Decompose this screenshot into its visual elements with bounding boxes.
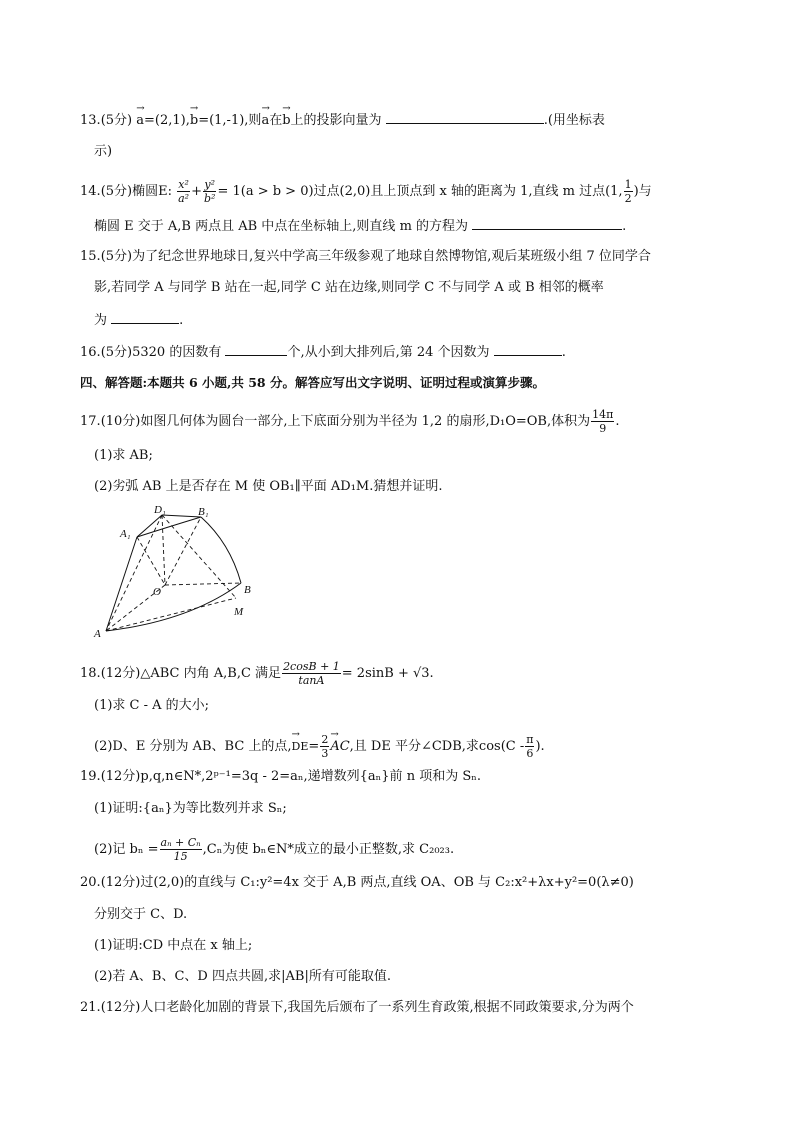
q19-text: p,q,n∈N*,2ᵖ⁻¹=3q - 2=aₙ,递增数列{aₙ}前 n 项和为 Sₙ. — [140, 769, 481, 784]
q15-text: . — [179, 313, 184, 328]
dashed-d1-o — [162, 515, 165, 585]
fraction — [591, 408, 614, 435]
q13-score: (5分) — [100, 113, 133, 128]
fraction-numerator: 2 — [321, 733, 329, 746]
q13-text: =(2,1), — [144, 113, 190, 128]
q14-score: (5分) — [100, 184, 133, 199]
fraction-numerator: 1 — [624, 178, 632, 191]
bottom-arc — [106, 583, 241, 631]
q21-number: 21. — [80, 1000, 101, 1015]
q18-text: = 2sinB + √3. — [341, 666, 434, 681]
frustum-figure — [90, 503, 260, 641]
q17-text: 如图几何体为圆台一部分,上下底面分别为半径为 1,2 的扇形,D₁O=OB,体积为 — [140, 414, 591, 429]
label-d1: D₁ — [154, 504, 166, 516]
question-15-cont: 影,若同学 A 与同学 B 站在一起,同学 C 站在边缘,则同学 C 不与同学 A 或 B 相邻的概率 — [94, 280, 604, 295]
question-19-part2 — [94, 836, 454, 863]
label-a1: A₁ — [120, 528, 131, 540]
top-edge-d1-b1 — [162, 515, 201, 517]
q16-score: (5分) — [100, 345, 133, 360]
fraction — [525, 733, 534, 760]
dashed-o-b1 — [165, 517, 201, 585]
fraction-numerator: 14π — [592, 408, 614, 421]
q21-score: (12分) — [100, 1000, 141, 1015]
q14-text: 椭圆E: — [132, 184, 172, 199]
question-14 — [80, 178, 652, 205]
q18-text: = — [308, 739, 320, 754]
lateral-edge-b1-b — [201, 517, 241, 583]
q16-number: 16. — [80, 345, 101, 360]
question-20-cont: 分别交于 C、D. — [94, 907, 188, 922]
question-19 — [80, 768, 481, 786]
top-edge-d1-a1 — [137, 515, 162, 537]
q15-text: 为了纪念世界地球日,复兴中学高三年级参观了地球自然博物馆,观后某班级小组 7 位同学合 — [132, 249, 651, 264]
question-13 — [80, 110, 605, 130]
question-13-cont: 示) — [94, 144, 113, 159]
fraction-denominator: tanA — [298, 674, 325, 687]
question-15-cont2 — [94, 310, 183, 330]
question-18-part2 — [94, 733, 545, 760]
q18-text: △ABC 内角 A,B,C 满足 — [140, 666, 282, 681]
q18-text: ,且 DE 平分∠CDB,求cos(C - — [349, 739, 525, 754]
fraction — [624, 178, 633, 205]
q18-number: 18. — [80, 666, 101, 681]
label-b1: B₁ — [198, 506, 209, 518]
top-arc — [137, 517, 201, 537]
fraction-numerator: π — [526, 733, 534, 746]
q17-score: (10分) — [100, 414, 141, 429]
question-19-part1: (1)证明:{aₙ}为等比数列并求 Sₙ; — [94, 801, 287, 816]
question-21 — [80, 999, 634, 1017]
vector-a: → a — [261, 112, 269, 130]
q18-text: ). — [535, 739, 545, 754]
q17-number: 17. — [80, 414, 101, 429]
q15-number: 15. — [80, 249, 101, 264]
fraction — [282, 660, 341, 687]
fraction-denominator: 15 — [173, 850, 188, 863]
dashed-d1-a — [106, 515, 162, 631]
q20-number: 20. — [80, 875, 101, 890]
q20-score: (12分) — [100, 875, 141, 890]
dashed-a1-o — [137, 537, 165, 585]
fraction-denominator: 9 — [599, 422, 607, 435]
q19-text: ,Cₙ为使 bₙ∈N*成立的最小正整数,求 C₂₀₂₃. — [202, 842, 455, 857]
question-17-part2: (2)劣弧 AB 上是否存在 M 使 OB₁∥平面 AD₁M.猜想并证明. — [94, 479, 443, 494]
answer-blank[interactable] — [111, 310, 179, 324]
label-a: A — [94, 628, 101, 640]
label-o: O — [153, 586, 161, 598]
q14-text: 椭圆 E 交于 A,B 两点且 AB 中点在坐标轴上,则直线 m 的方程为 — [94, 219, 469, 234]
q15-text: 为 — [94, 313, 108, 328]
fraction — [320, 733, 329, 760]
fraction — [160, 836, 202, 863]
q14-text: . — [622, 219, 627, 234]
question-18-part1: (1)求 C - A 的大小; — [94, 698, 210, 713]
q14-text: (1, — [605, 184, 623, 199]
q13-text: 在 — [269, 113, 283, 128]
vector-b: → b — [282, 112, 290, 130]
vector-b: → b — [190, 112, 198, 130]
q18-score: (12分) — [100, 666, 141, 681]
q16-text: 个,从小到大排列后,第 24 个因数为 — [287, 345, 490, 360]
q13-number: 13. — [80, 113, 101, 128]
q15-score: (5分) — [100, 249, 133, 264]
q14-text: )与 — [633, 184, 652, 199]
vector-a: → a — [136, 112, 144, 130]
label-b: B — [244, 584, 251, 596]
question-20-part1: (1)证明:CD 中点在 x 轴上; — [94, 938, 253, 953]
question-14-cont — [94, 216, 626, 236]
question-17 — [80, 408, 619, 435]
dashed-o-b — [165, 583, 241, 585]
q13-text: =(1,-1),则 — [198, 113, 262, 128]
fraction-numerator: y² — [204, 178, 216, 191]
q19-text: (2)记 bₙ = — [94, 842, 159, 857]
vector-ac: → AC — [330, 738, 349, 756]
question-17-part1: (1)求 AB; — [94, 448, 153, 463]
q19-score: (12分) — [100, 769, 141, 784]
answer-blank[interactable] — [472, 216, 622, 230]
vector-de: → DE — [292, 738, 309, 756]
q16-text: . — [561, 345, 566, 360]
question-16 — [80, 342, 566, 362]
q20-text: 过(2,0)的直线与 C₁:y²=4x 交于 A,B 两点,直线 OA、OB 与 C₂:x²+λx+y²=0(λ≠0) — [140, 875, 634, 890]
q13-hint: .(用坐标表 — [543, 113, 605, 128]
answer-blank[interactable] — [494, 342, 562, 356]
question-15 — [80, 248, 651, 266]
dashed-a-m — [106, 598, 236, 631]
fraction-denominator: 3 — [321, 747, 329, 760]
fraction-numerator: x² — [178, 178, 189, 191]
q17-text: . — [615, 414, 620, 429]
q13-text: 上的投影向量为 — [290, 113, 382, 128]
fraction-denominator: b² — [204, 192, 216, 205]
answer-blank[interactable] — [225, 342, 287, 356]
fraction-numerator: aₙ + Cₙ — [160, 836, 201, 849]
section-heading: 四、解答题:本题共 6 小题,共 58 分。解答应写出文字说明、证明过程或演算步骤。 — [80, 375, 545, 390]
fraction — [177, 178, 190, 205]
question-20-part2: (2)若 A、B、C、D 四点共圆,求|AB|所有可能取值. — [94, 969, 391, 984]
question-18 — [80, 660, 434, 687]
q21-text: 人口老龄化加剧的背景下,我国先后颁布了一系列生育政策,根据不同政策要求,分为两个 — [140, 1000, 634, 1015]
answer-blank[interactable] — [386, 110, 544, 124]
label-m: M — [234, 606, 244, 618]
q14-text: = 1(a > b > 0)过点(2,0)且上顶点到 x 轴的距离为 1,直线 m 过点 — [217, 184, 606, 199]
q14-number: 14. — [80, 184, 101, 199]
edge-a1-a — [106, 537, 137, 631]
q19-number: 19. — [80, 769, 101, 784]
fraction — [203, 178, 216, 205]
fraction-numerator: 2cosB + 1 — [283, 660, 340, 673]
dashed-d1-m — [162, 515, 236, 598]
fraction-denominator: 6 — [526, 747, 534, 760]
question-20 — [80, 874, 634, 892]
q16-text: 5320 的因数有 — [132, 345, 222, 360]
fraction-denominator: a² — [178, 192, 190, 205]
q18-text: (2)D、E 分别为 AB、BC 上的点, — [94, 739, 292, 754]
plus-sign: + — [191, 184, 202, 199]
fraction-denominator: 2 — [624, 192, 632, 205]
